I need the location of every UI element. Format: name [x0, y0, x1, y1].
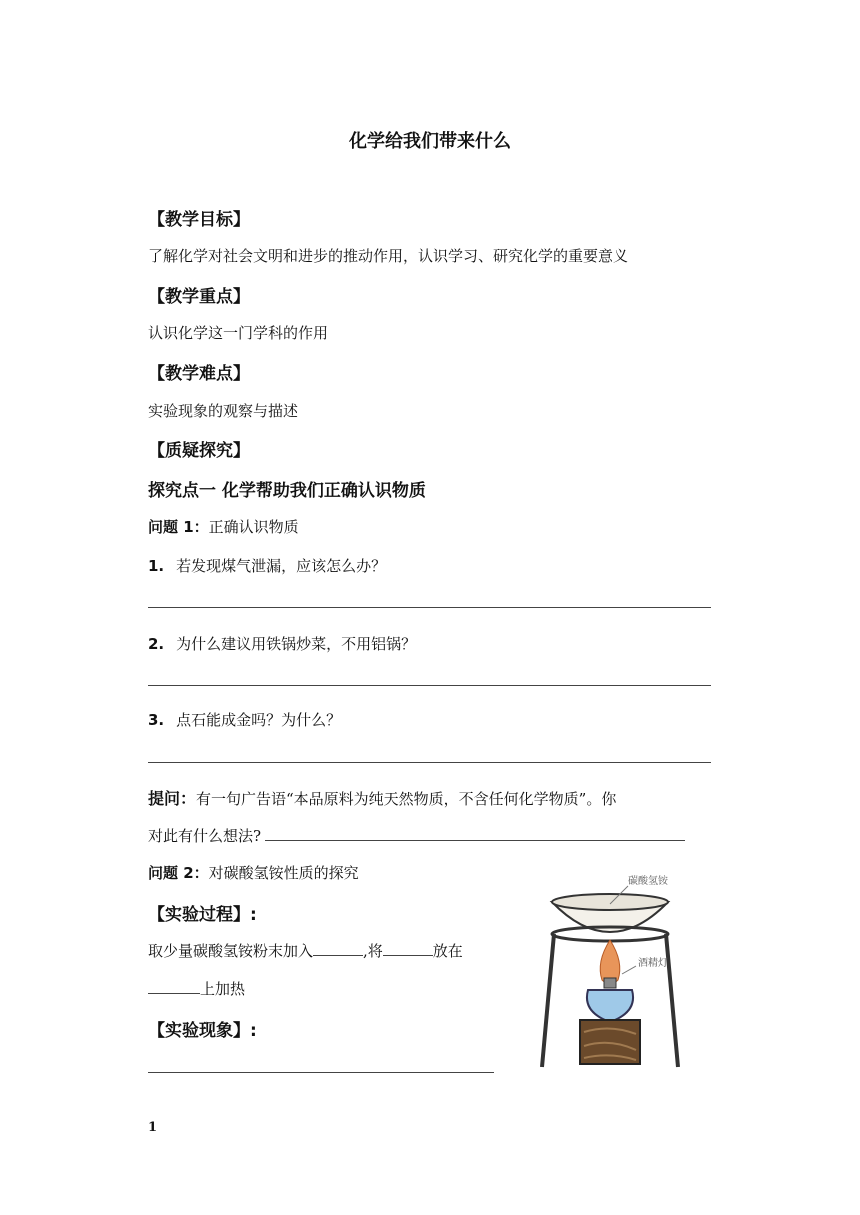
lamp-neck [604, 978, 616, 988]
dish-rim [552, 894, 668, 910]
process-text-a: 取少量碳酸氢铵粉末加入 [148, 942, 314, 960]
alcohol-lamp [587, 990, 633, 1022]
ask-label: 提问： [148, 789, 197, 808]
question1-line [148, 516, 299, 537]
item-1-number: 1. [148, 557, 165, 575]
key-heading: 【教学重点】 [148, 287, 250, 307]
key-text: 认识化学这一门学科的作用 [148, 324, 329, 342]
process-text-b: ,将 [363, 942, 383, 960]
process-heading: 【实验过程】: [148, 905, 257, 925]
item-2 [148, 633, 416, 654]
tripod-leg-right [666, 934, 678, 1067]
process-blank-1[interactable] [313, 941, 363, 956]
item-3-number: 3. [148, 711, 165, 729]
item-2-text: 为什么建议用铁锅炒菜，不用铝锅？ [176, 635, 417, 653]
process-line-1 [148, 940, 463, 961]
question1-text: 正确认识物质 [208, 518, 299, 536]
question2-line [148, 862, 359, 883]
ask-text-2: 对此有什么想法? [148, 827, 262, 845]
answer-line-2[interactable] [148, 685, 711, 686]
label-lamp: 酒精灯 [638, 958, 668, 969]
process-blank-3[interactable] [148, 979, 200, 994]
ask-line [148, 786, 616, 809]
difficulty-text: 实验现象的观察与描述 [148, 402, 299, 420]
apparatus-figure [530, 862, 690, 1072]
goal-heading: 【教学目标】 [148, 210, 250, 230]
item-3-text: 点石能成金吗？为什么？ [176, 711, 342, 729]
answer-line-1[interactable] [148, 607, 711, 608]
ask-answer-blank[interactable] [265, 826, 685, 841]
answer-line-3[interactable] [148, 762, 711, 763]
flame [600, 940, 620, 984]
phenomenon-answer-line[interactable] [148, 1072, 494, 1073]
question1-label: 问题 1： [148, 518, 209, 536]
inquiry-heading: 【质疑探究】 [148, 441, 250, 461]
item-2-number: 2. [148, 635, 165, 653]
goal-text: 了解化学对社会文明和进步的推动作用，认识学习、研究化学的重要意义 [148, 247, 629, 265]
page-title: 化学给我们带来什么 [349, 131, 511, 152]
process-blank-2[interactable] [383, 941, 433, 956]
question2-text: 对碳酸氢铵性质的探究 [208, 864, 359, 882]
ask-line-2 [148, 825, 685, 846]
question2-label: 问题 2： [148, 864, 209, 882]
item-1 [148, 555, 386, 576]
ask-text: 有一句广告语“本品原料为纯天然物质，不含任何化学物质”。你 [196, 790, 617, 808]
label-leader-lamp [622, 966, 636, 974]
process-text-c: 放在 [432, 942, 463, 960]
point1-heading: 探究点一 化学帮助我们正确认识物质 [148, 481, 426, 501]
item-1-text: 若发现煤气泄漏，应该怎么办？ [176, 557, 387, 575]
page-number: 1 [148, 1120, 158, 1135]
process-line-2 [148, 978, 245, 999]
difficulty-heading: 【教学难点】 [148, 364, 250, 384]
phenomenon-heading: 【实验现象】: [148, 1021, 257, 1041]
process-text-d: 上加热 [200, 980, 246, 998]
item-3 [148, 709, 341, 730]
tripod-leg-left [542, 934, 554, 1067]
label-top: 碳酸氢铵 [628, 876, 668, 887]
heating-apparatus-illustration [530, 862, 690, 1072]
